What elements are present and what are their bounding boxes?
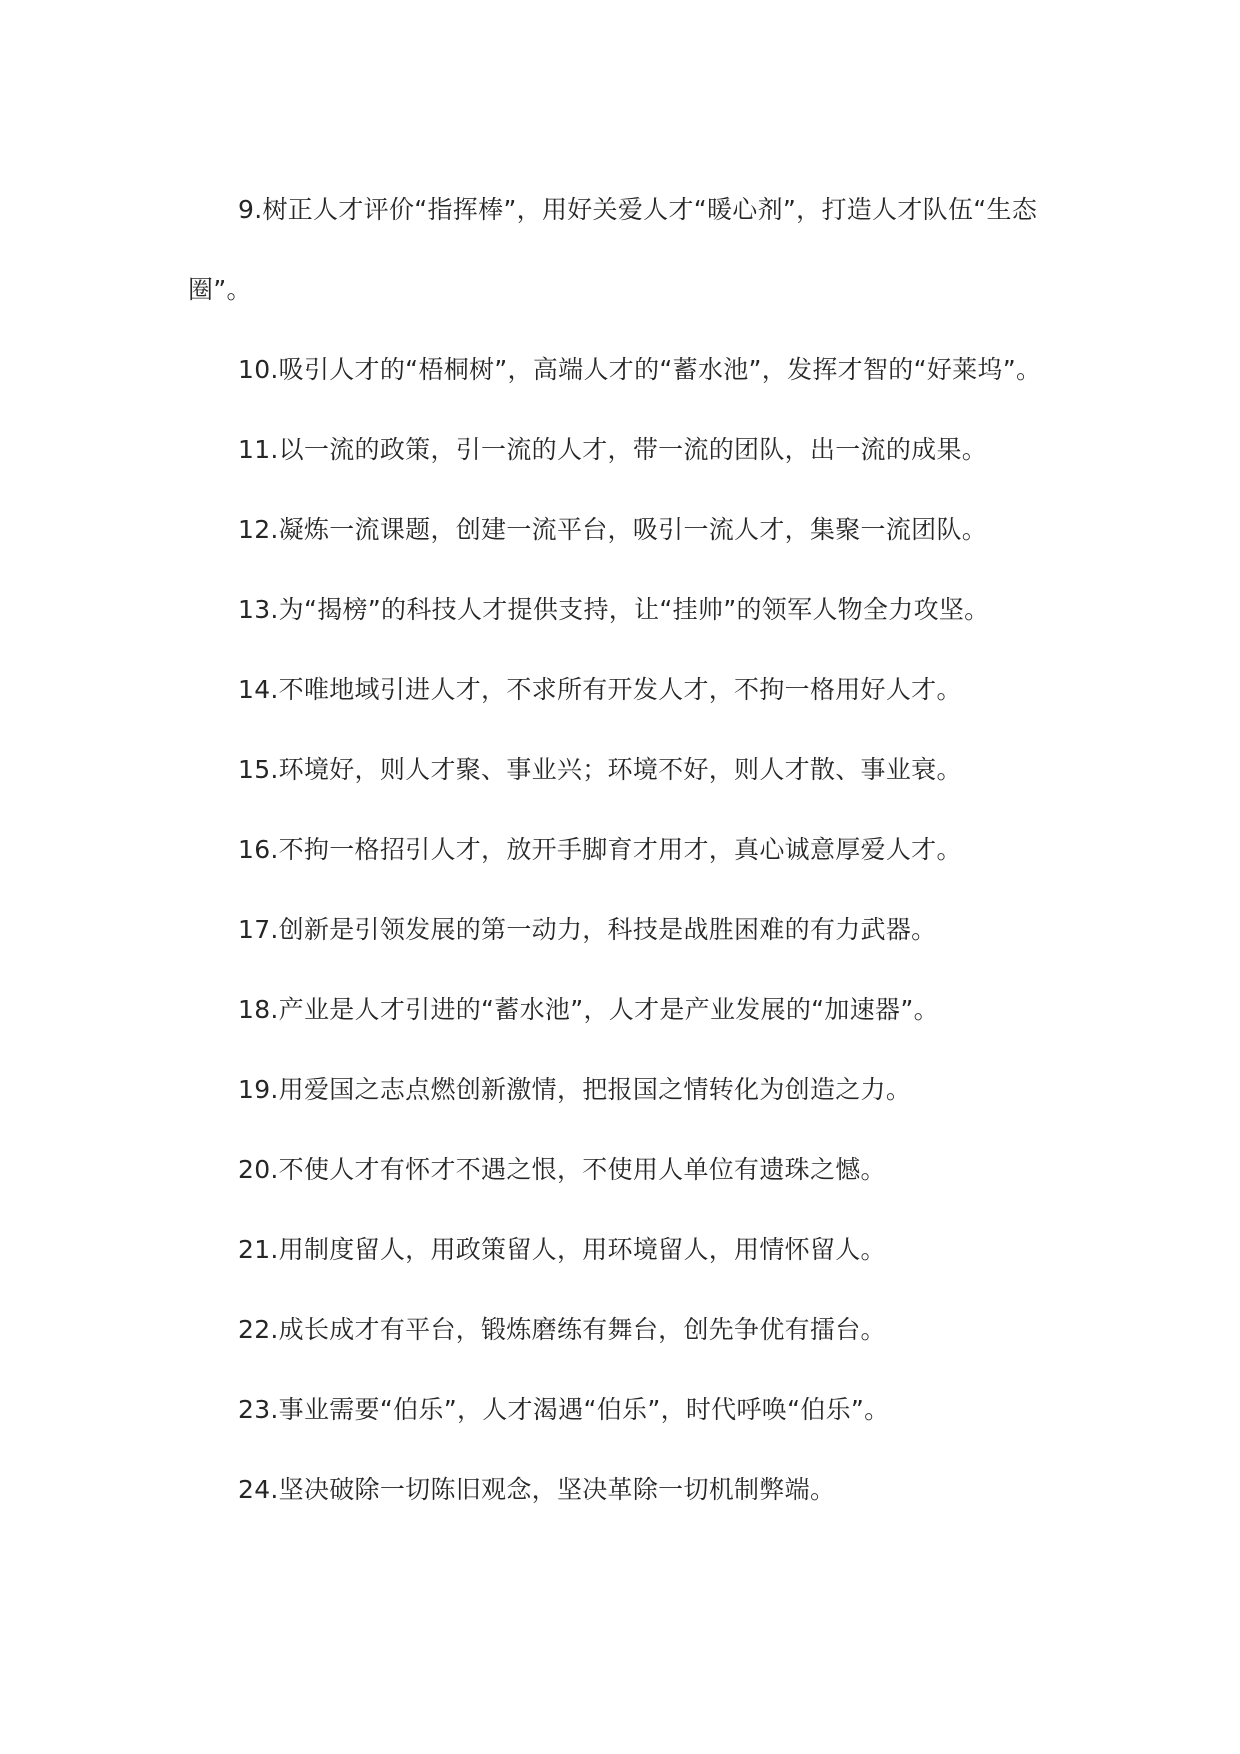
- paragraph-9: 9.树正人才评价“指挥棒”，用好关爱人才“暖心剂”，打造人才队伍“生态圈”。: [188, 195, 1038, 304]
- document-body: [188, 170, 1054, 1530]
- paragraph-11: 11.以一流的政策，引一流的人才，带一流的团队，出一流的成果。: [238, 435, 988, 464]
- paragraph-21: 21.用制度留人，用政策留人，用环境留人，用情怀留人。: [238, 1235, 886, 1264]
- paragraph-19: 19.用爱国之志点燃创新激情，把报国之情转化为创造之力。: [238, 1075, 912, 1104]
- paragraph-18: 18.产业是人才引进的“蓄水池”，人才是产业发展的“加速器”。: [238, 995, 939, 1024]
- paragraph-14: 14.不唯地域引进人才，不求所有开发人才，不拘一格用好人才。: [238, 675, 962, 704]
- paragraph-15: 15.环境好，则人才聚、事业兴；环境不好，则人才散、事业衰。: [238, 755, 962, 784]
- paragraph-10: 10.吸引人才的“梧桐树”，高端人才的“蓄水池”，发挥才智的“好莱坞”。: [238, 355, 1042, 384]
- paragraph-17: 17.创新是引领发展的第一动力，科技是战胜困难的有力武器。: [238, 915, 937, 944]
- paragraph-12: 12.凝炼一流课题，创建一流平台，吸引一流人才，集聚一流团队。: [238, 515, 988, 544]
- paragraph-24: 24.坚决破除一切陈旧观念，坚决革除一切机制弊端。: [238, 1475, 836, 1504]
- paragraph-13: 13.为“揭榜”的科技人才提供支持，让“挂帅”的领军人物全力攻坚。: [238, 595, 990, 624]
- paragraph-20: 20.不使人才有怀才不遇之恨，不使用人单位有遗珠之憾。: [238, 1155, 886, 1184]
- paragraph-23: 23.事业需要“伯乐”，人才渴遇“伯乐”，时代呼唤“伯乐”。: [238, 1395, 890, 1424]
- paragraph-16: 16.不拘一格招引人才，放开手脚育才用才，真心诚意厚爱人才。: [238, 835, 962, 864]
- paragraph-22: 22.成长成才有平台，锻炼磨练有舞台，创先争优有擂台。: [238, 1315, 886, 1344]
